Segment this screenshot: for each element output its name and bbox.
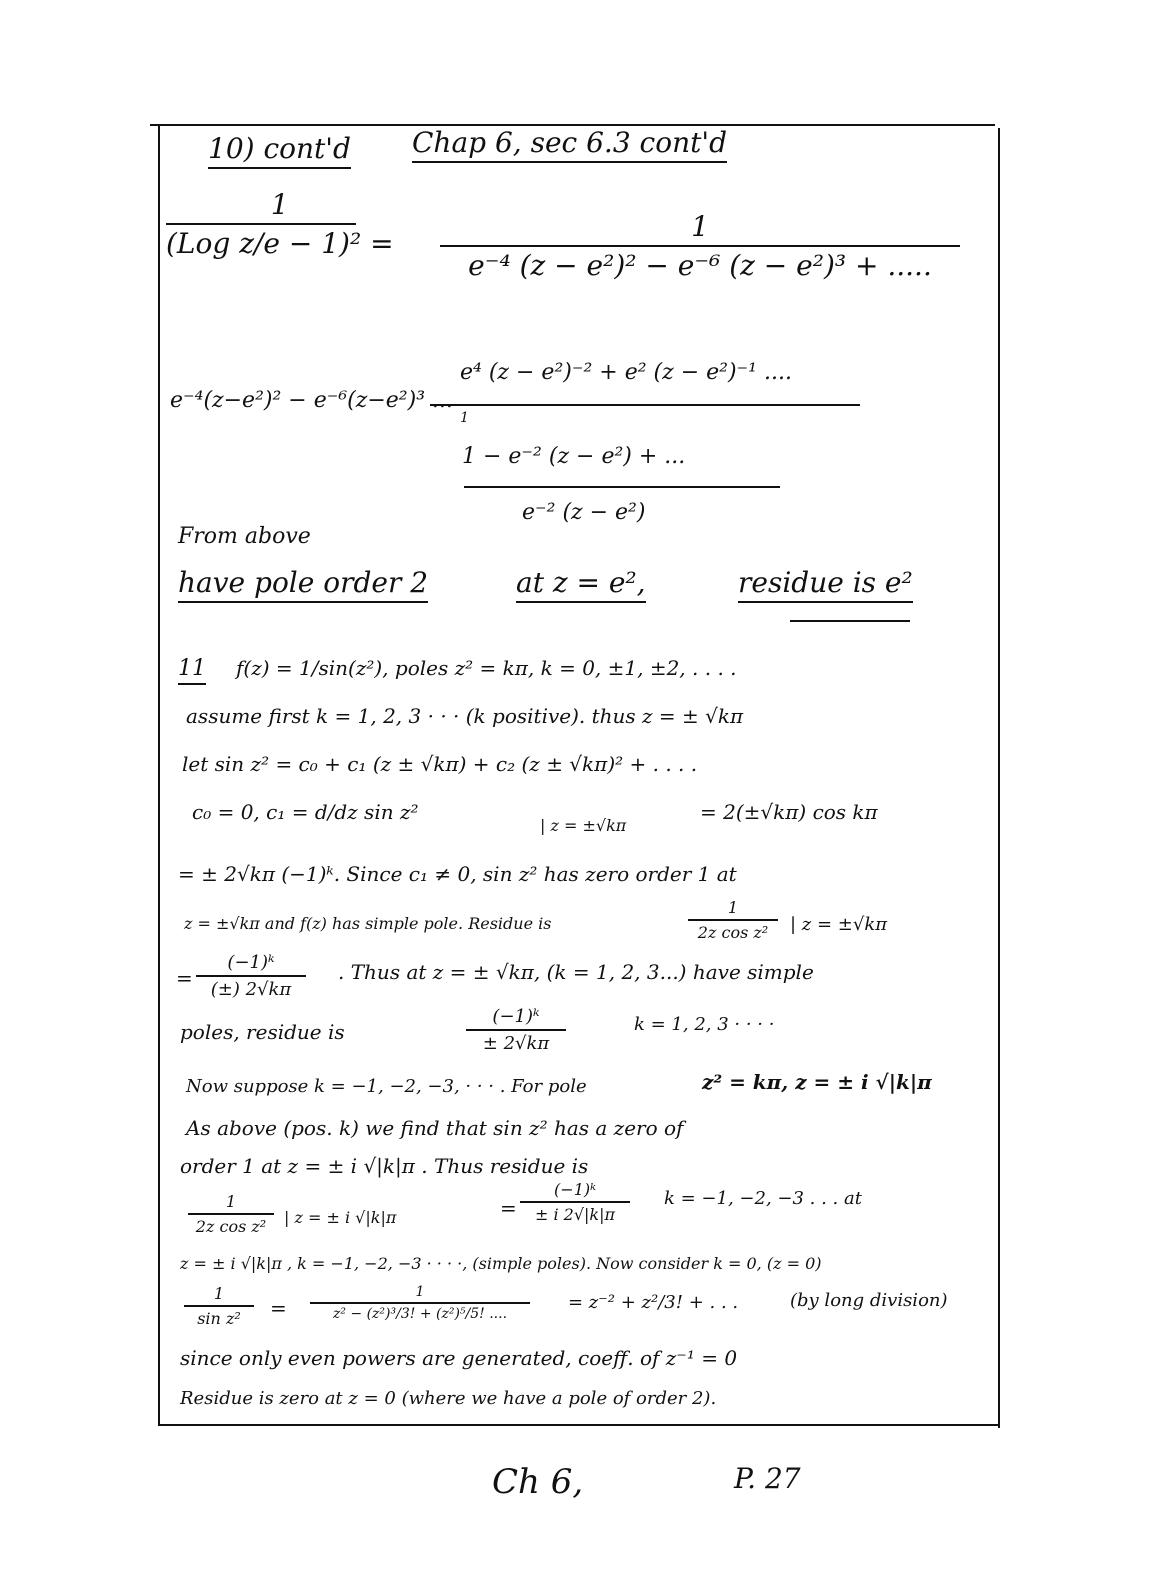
- simple-poles-line: z = ± i √|k|π , k = −1, −2, −3 · · · ·, (simple poles). Now consider k = 0, (z = 0): [180, 1254, 822, 1273]
- equals-sign-1: =: [176, 966, 193, 990]
- block1-rhs-fraction: 1 e⁻⁴ (z − e²)² − e⁻⁶ (z − e²)³ + .....: [440, 210, 960, 282]
- block1-lhs-fraction: 1 (Log z/e − 1)² =: [166, 188, 394, 260]
- residue-text: residue is e²: [738, 566, 913, 599]
- footer-page: P. 27: [734, 1462, 801, 1495]
- residue-expression-2: 1 2z cos z²: [188, 1192, 274, 1236]
- one-over-sin-fraction: 1 sin z²: [184, 1284, 254, 1328]
- from-above-text: From above: [178, 524, 311, 549]
- poles-residue-label: poles, residue is: [180, 1020, 345, 1044]
- c1-result: = 2(±√kπ) cos kπ: [700, 800, 878, 824]
- header-right: Chap 6, sec 6.3 cont'd: [412, 126, 727, 159]
- division-one: 1: [460, 410, 469, 426]
- assume-first-line: assume first k = 1, 2, 3 · · · (k positive). thus z = ± √kπ: [186, 704, 744, 728]
- left-frame-line: [158, 126, 160, 1426]
- division-subtract-bar: [464, 486, 780, 488]
- poles-residue-fraction: (−1)ᵏ ± 2√kπ: [466, 1006, 566, 1054]
- series-result: = z⁻² + z²/3! + . . .: [568, 1292, 739, 1313]
- division-line2: e⁻² (z − e²): [522, 500, 646, 525]
- residue-zero-line: Residue is zero at z = 0 (where we have a pole of order 2).: [180, 1388, 717, 1409]
- let-series-line: let sin z² = c₀ + c₁ (z ± √kπ) + c₂ (z ± √kπ)² + . . . .: [182, 752, 698, 776]
- residue-expression-2-eval: | z = ± i √|k|π: [284, 1208, 397, 1227]
- by-long-division-note: (by long division): [790, 1290, 948, 1311]
- c1-evaluation: | z = ±√kπ: [540, 816, 627, 835]
- equals-sign-2: =: [500, 1196, 517, 1220]
- c0-c1-line: c₀ = 0, c₁ = d/dz sin z²: [192, 800, 419, 824]
- order-one-line: order 1 at z = ± i √|k|π . Thus residue is: [180, 1154, 589, 1178]
- division-quotient: e⁴ (z − e²)⁻² + e² (z − e²)⁻¹ ....: [460, 360, 792, 385]
- residue-fraction-2: (−1)ᵏ ± i 2√|k|π: [520, 1180, 630, 1224]
- equals-sign-3: =: [270, 1296, 287, 1320]
- right-frame-line: [998, 128, 1000, 1428]
- problem-11-label: 11: [178, 656, 206, 681]
- at-z-text: at z = e²,: [516, 566, 646, 599]
- now-suppose-line: Now suppose k = −1, −2, −3, · · · . For pole: [186, 1076, 587, 1097]
- k-positive-list: k = 1, 2, 3 · · · ·: [634, 1014, 775, 1035]
- have-pole-text: have pole order 2: [178, 566, 428, 599]
- residue-double-underline: [790, 620, 910, 622]
- residue-expression-eval: | z = ±√kπ: [790, 914, 888, 935]
- for-pole-expression: z² = kπ, z = ± i √|k|π: [702, 1070, 932, 1094]
- simple-pole-line: z = ±√kπ and f(z) has simple pole. Residue is: [184, 914, 552, 933]
- residue-fraction-1: (−1)ᵏ (±) 2√kπ: [196, 952, 306, 1000]
- since-only-even-line: since only even powers are generated, coeff. of z⁻¹ = 0: [180, 1346, 738, 1370]
- problem-11-definition: f(z) = 1/sin(z²), poles z² = kπ, k = 0, ±1, ±2, . . . .: [236, 656, 737, 680]
- division-divisor: e⁻⁴(z−e²)² − e⁻⁶(z−e²)³ ...: [170, 388, 453, 413]
- division-line1: 1 − e⁻² (z − e²) + ...: [462, 444, 686, 469]
- k-negative-list: k = −1, −2, −3 . . . at: [664, 1188, 862, 1209]
- bottom-frame-line: [158, 1424, 1000, 1426]
- division-bar: [430, 404, 860, 406]
- footer-chapter: Ch 6,: [492, 1462, 584, 1502]
- residue-expression: 1 2z cos z²: [688, 898, 778, 942]
- since-c1-line: = ± 2√kπ (−1)ᵏ. Since c₁ ≠ 0, sin z² has zero order 1 at: [178, 862, 737, 886]
- as-above-line: As above (pos. k) we find that sin z² has a zero of: [186, 1116, 684, 1140]
- header-left: 10) cont'd: [208, 132, 351, 165]
- series-fraction: 1 z² − (z²)³/3! + (z²)⁵/5! ....: [310, 1284, 530, 1322]
- thus-at-line: . Thus at z = ± √kπ, (k = 1, 2, 3...) have simple: [338, 960, 814, 984]
